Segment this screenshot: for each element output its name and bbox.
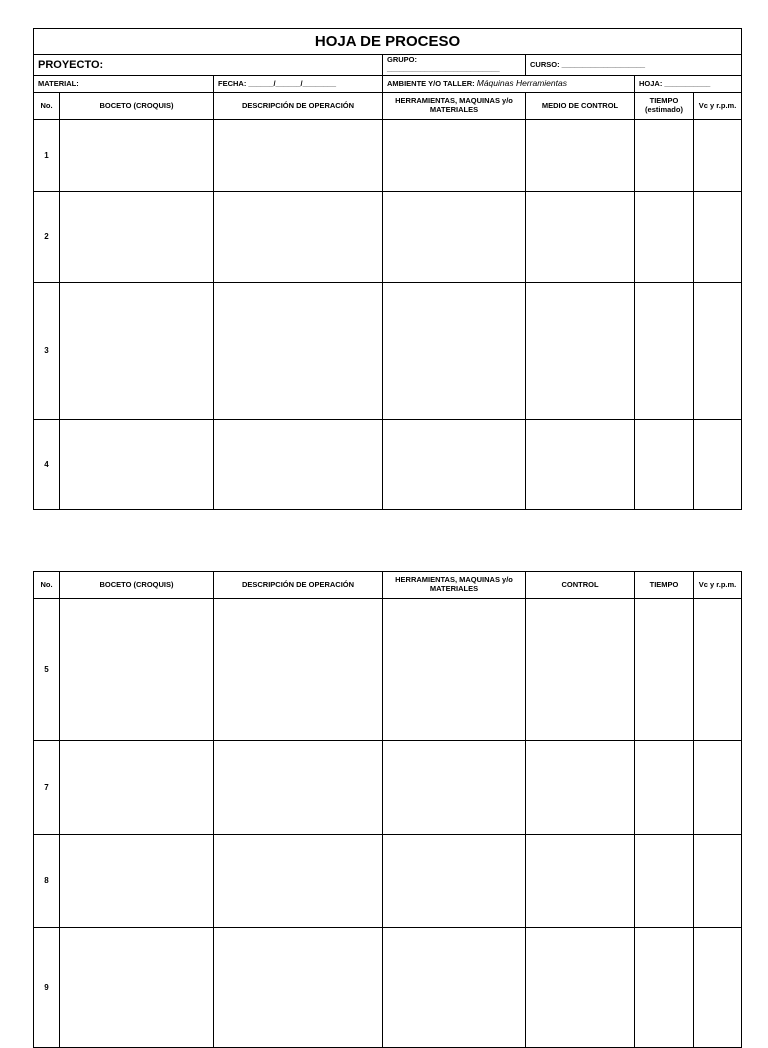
vc-rpm-cell[interactable]: [694, 741, 742, 835]
row-number: 4: [34, 420, 60, 510]
descripcion-cell[interactable]: [214, 599, 383, 741]
row-number: 8: [34, 835, 60, 928]
control-cell[interactable]: [526, 928, 635, 1048]
table-header-row: [34, 572, 742, 599]
tiempo-cell[interactable]: [635, 599, 694, 741]
descripcion-cell[interactable]: [214, 741, 383, 835]
vc-rpm-cell[interactable]: [694, 420, 742, 510]
control-cell[interactable]: [526, 120, 635, 192]
curso-field[interactable]: [526, 55, 742, 76]
boceto-cell[interactable]: [60, 835, 214, 928]
boceto-cell[interactable]: [60, 192, 214, 283]
column-header: CONTROL: [526, 572, 635, 599]
column-header: TIEMPO (estimado): [635, 93, 694, 120]
tiempo-cell[interactable]: [635, 420, 694, 510]
herramientas-cell[interactable]: [383, 120, 526, 192]
page-title: HOJA DE PROCESO: [34, 29, 742, 55]
column-header: Vc y r.p.m.: [694, 572, 742, 599]
column-header: DESCRIPCIÓN DE OPERACIÓN: [214, 93, 383, 120]
boceto-cell[interactable]: [60, 741, 214, 835]
ambiente-field[interactable]: [383, 76, 635, 93]
column-header: DESCRIPCIÓN DE OPERACIÓN: [214, 572, 383, 599]
table-row: [34, 741, 742, 835]
descripcion-cell[interactable]: [214, 120, 383, 192]
vc-rpm-cell[interactable]: [694, 599, 742, 741]
herramientas-cell[interactable]: [383, 192, 526, 283]
column-header: TIEMPO: [635, 572, 694, 599]
table-row: [34, 192, 742, 283]
vc-rpm-cell[interactable]: [694, 283, 742, 420]
table-row: [34, 928, 742, 1048]
tiempo-cell[interactable]: [635, 120, 694, 192]
boceto-cell[interactable]: [60, 420, 214, 510]
descripcion-cell[interactable]: [214, 835, 383, 928]
herramientas-cell[interactable]: [383, 599, 526, 741]
control-cell[interactable]: [526, 741, 635, 835]
table-row: [34, 835, 742, 928]
herramientas-cell[interactable]: [383, 928, 526, 1048]
descripcion-cell[interactable]: [214, 928, 383, 1048]
column-header: BOCETO (CROQUIS): [60, 572, 214, 599]
control-cell[interactable]: [526, 835, 635, 928]
control-cell[interactable]: [526, 420, 635, 510]
row-number: 5: [34, 599, 60, 741]
descripcion-cell[interactable]: [214, 420, 383, 510]
fecha-field[interactable]: FECHA: ______/______/________: [214, 76, 383, 93]
ambiente-value: Máquinas Herramientas: [476, 78, 567, 89]
row-number: 7: [34, 741, 60, 835]
boceto-cell[interactable]: [60, 283, 214, 420]
column-header: Vc y r.p.m.: [694, 93, 742, 120]
control-cell[interactable]: [526, 192, 635, 283]
column-header: HERRAMIENTAS, MAQUINAS y/o MATERIALES: [383, 93, 526, 120]
boceto-cell[interactable]: [60, 928, 214, 1048]
boceto-cell[interactable]: [60, 120, 214, 192]
vc-rpm-cell[interactable]: [694, 928, 742, 1048]
control-cell[interactable]: [526, 283, 635, 420]
hoja-field[interactable]: HOJA: ___________: [635, 76, 742, 93]
table-row: [34, 599, 742, 741]
herramientas-cell[interactable]: [383, 741, 526, 835]
tiempo-cell[interactable]: [635, 283, 694, 420]
proyecto-field[interactable]: PROYECTO:: [34, 55, 383, 76]
vc-rpm-cell[interactable]: [694, 192, 742, 283]
column-header: No.: [34, 93, 60, 120]
vc-rpm-cell[interactable]: [694, 120, 742, 192]
row-number: 3: [34, 283, 60, 420]
grupo-field[interactable]: [383, 55, 526, 76]
column-header: No.: [34, 572, 60, 599]
curso-label: CURSO: ____________________: [530, 59, 646, 69]
herramientas-cell[interactable]: [383, 283, 526, 420]
table-row: [34, 120, 742, 192]
descripcion-cell[interactable]: [214, 192, 383, 283]
boceto-cell[interactable]: [60, 599, 214, 741]
row-number: 2: [34, 192, 60, 283]
column-header: BOCETO (CROQUIS): [60, 93, 214, 120]
table-row: [34, 283, 742, 420]
ambiente-label: AMBIENTE Y/O TALLER:: [387, 79, 475, 89]
process-sheet-table: [33, 28, 742, 510]
column-header: HERRAMIENTAS, MAQUINAS y/o MATERIALES: [383, 572, 526, 599]
vc-rpm-cell[interactable]: [694, 835, 742, 928]
process-sheet-table-continued: [33, 571, 742, 1048]
column-header: MEDIO DE CONTROL: [526, 93, 635, 120]
descripcion-cell[interactable]: [214, 283, 383, 420]
material-field[interactable]: MATERIAL:: [34, 76, 214, 93]
grupo-label: GRUPO: ___________________________: [387, 55, 500, 73]
herramientas-cell[interactable]: [383, 420, 526, 510]
tiempo-cell[interactable]: [635, 835, 694, 928]
tiempo-cell[interactable]: [635, 192, 694, 283]
herramientas-cell[interactable]: [383, 835, 526, 928]
tiempo-cell[interactable]: [635, 928, 694, 1048]
tiempo-cell[interactable]: [635, 741, 694, 835]
table-row: [34, 420, 742, 510]
table-header-row: [34, 93, 742, 120]
control-cell[interactable]: [526, 599, 635, 741]
row-number: 9: [34, 928, 60, 1048]
row-number: 1: [34, 120, 60, 192]
